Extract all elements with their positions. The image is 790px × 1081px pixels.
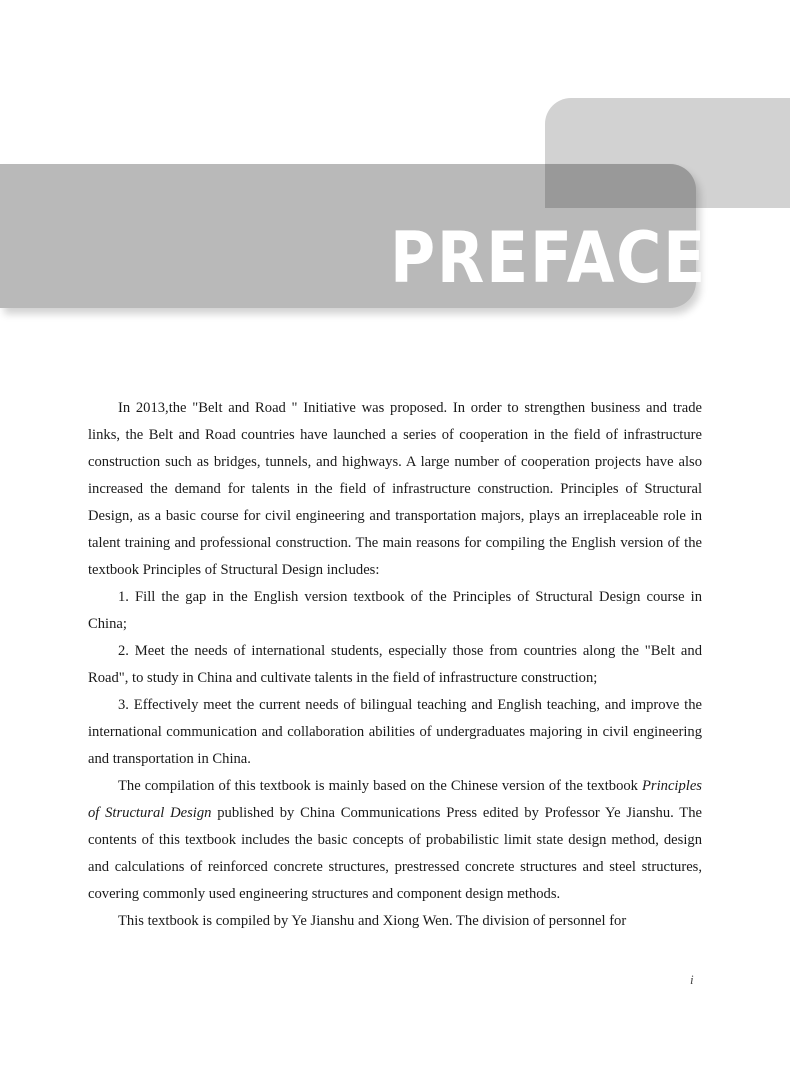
- book-title: Principles of Structural Design: [88, 778, 702, 821]
- page-number: i: [690, 972, 694, 987]
- header-banner-overlap: [545, 164, 696, 208]
- page-title: PREFACE: [390, 217, 707, 299]
- paragraph-reason-1: 1. Fill the gap in the English version textbook of the Principles of Structural Design course in China;: [88, 589, 702, 632]
- compilation-text-start: The compilation of this textbook is mainly based on the Chinese version of the textbook: [118, 778, 642, 794]
- paragraph-compilation: [88, 773, 702, 908]
- preface-body: [88, 395, 702, 935]
- paragraph-reason-3: 3. Effectively meet the current needs of bilingual teaching and English teaching, and improve the international communication and collaboration abilities of undergraduates majoring in civil engineering and transportation in China.: [88, 697, 702, 767]
- paragraph-intro: In 2013,the "Belt and Road " Initiative was proposed. In order to strengthen business and trade links, the Belt and Road countries have launched a series of cooperation in the field of infrastructure construction such as bridges, tunnels, and highways. A large number of cooperation projects have also increased the demand for talents in the field of infrastructure construction. Principles of Structural Design, as a basic course for civil engineering and transportation majors, plays an irreplaceable role in talent training and professional construction. The main reasons for compiling the English version of the textbook Principles of Structural Design includes:: [88, 400, 702, 578]
- paragraph-authors: This textbook is compiled by Ye Jianshu and Xiong Wen. The division of personnel for: [118, 913, 627, 929]
- compilation-text-end: published by China Communications Press edited by Professor Ye Jianshu. The contents of this textbook includes the basic concepts of probabilistic limit state design method, design and calculations of reinforced concrete structures, prestressed concrete structures and steel structures, covering commonly used engineering structures and component design methods.: [88, 805, 702, 902]
- paragraph-reason-2: 2. Meet the needs of international students, especially those from countries along the "Belt and Road", to study in China and cultivate talents in the field of infrastructure construction;: [88, 643, 702, 686]
